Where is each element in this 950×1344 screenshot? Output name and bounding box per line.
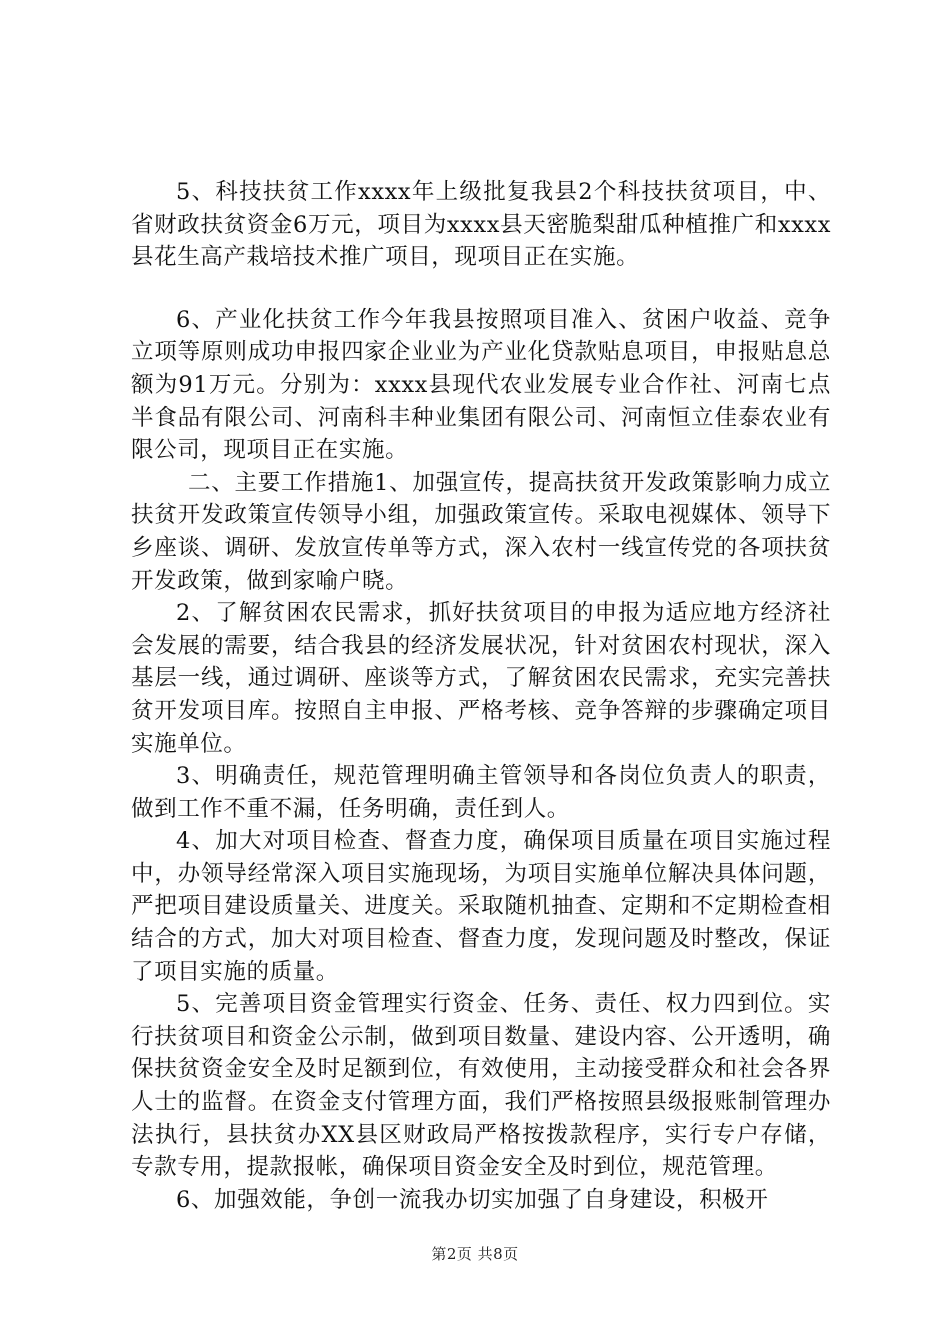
paragraph-efficiency: 6、加强效能，争创一流我办切实加强了自身建设，积极开 <box>176 1186 769 1213</box>
paragraph-project-inspection: 4、加大对项目检查、督查力度，确保项目质量在项目实施过程中，办领导经常深入项目实施现场，为项目实施单位解决具体问题，严把项目建设质量关、进度关。采取随机抽查、定期和不定期检查相结合的方式，加大对项目检查、督查力度，发现问题及时整改，保证了项目实施的质量。 <box>131 828 831 985</box>
paragraph-fund-management: 5、完善项目资金管理实行资金、任务、责任、权力四到位。实行扶贫项目和资金公示制，做到项目数量、建设内容、公开透明，确保扶贫资金安全及时足额到位，有效使用，主动接受群众和社会各界人士的监督。在资金支付管理方面，我们严格按照县级报账制管理办法执行，县扶贫办XX县区财政局严格按拨款程序，实行专户存储，专款专用，提款报帐，确保项目资金安全及时到位，规范管理。 <box>131 991 831 1181</box>
document-body <box>131 176 831 1216</box>
paragraph-clear-responsibility: 3、明确责任，规范管理明确主管领导和各岗位负责人的职责，做到工作不重不漏，任务明确，责任到人。 <box>131 763 831 822</box>
page-number-footer: 第2页 共8页 <box>431 1245 519 1263</box>
paragraph-farmer-needs: 2、了解贫困农民需求，抓好扶贫项目的申报为适应地方经济社会发展的需要，结合我县的经济发展状况，针对贫困农村现状，深入基层一线，通过调研、座谈等方式，了解贫困农民需求，充实完善扶贫开发项目库。按照自主申报、严格考核、竞争答辩的步骤确定项目实施单位。 <box>131 600 831 757</box>
paragraph-industrial-poverty-relief: 6、产业化扶贫工作今年我县按照项目准入、贫困户收益、竞争立项等原则成功申报四家企业业为产业化贷款贴息项目，申报贴息总额为91万元。分别为：xxxx县现代农业发展专业合作社、河南七点半食品有限公司、河南科丰种业集团有限公司、河南恒立佳泰农业有限公司，现项目正在实施。 <box>131 306 831 464</box>
paragraph-main-measures-publicity: 二、主要工作措施1、加强宣传，提高扶贫开发政策影响力成立扶贫开发政策宣传领导小组，加强政策宣传。采取电视媒体、领导下乡座谈、调研、发放宣传单等方式，深入农村一线宣传党的各项扶贫开发政策，做到家喻户晓。 <box>131 469 831 594</box>
paragraph-tech-poverty-relief: 5、科技扶贫工作xxxx年上级批复我县2个科技扶贫项目，中、省财政扶贫资金6万元，项目为xxxx县天密脆梨甜瓜种植推广和xxxx县花生高产栽培技术推广项目，现项目正在实施。 <box>131 179 831 271</box>
